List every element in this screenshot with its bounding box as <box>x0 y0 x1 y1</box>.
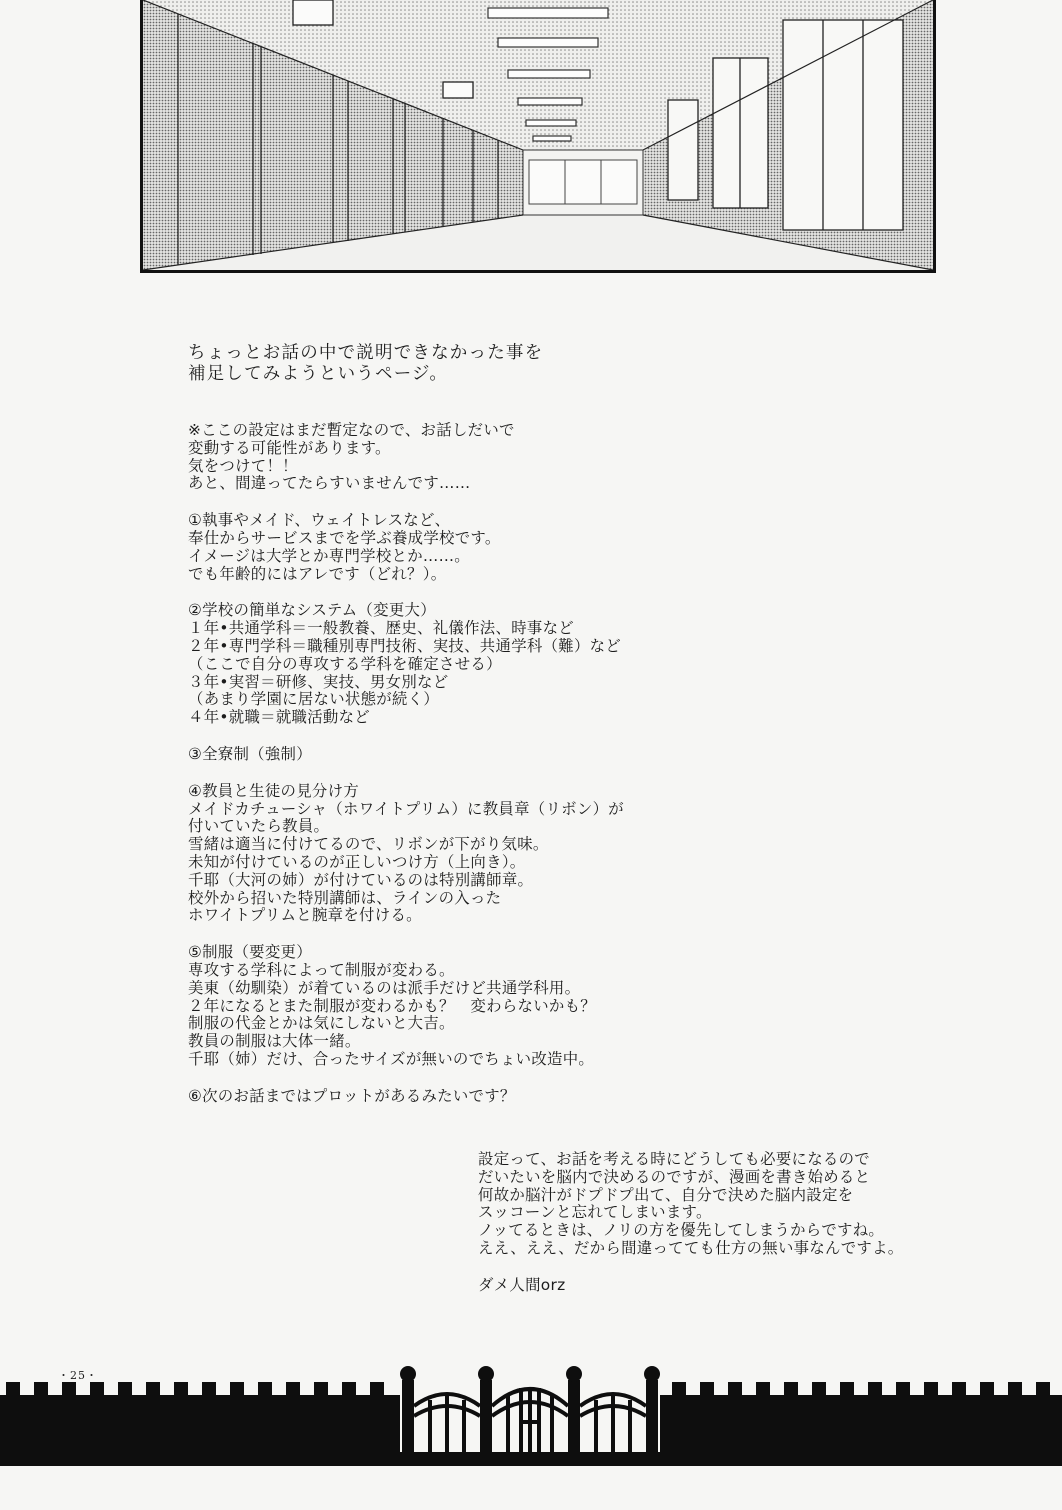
supplement-text <box>188 343 888 1125</box>
afterword-line: ノッてるときは、ノリの方を優先してしまうからですね。 <box>478 1221 885 1240</box>
section-heading: ⑤制服（要変更） <box>188 943 312 962</box>
disclaimer-note <box>188 422 888 493</box>
afterword-line: だいたいを脳内で決めるのですが、漫画を書き始めると <box>478 1167 871 1186</box>
school-corridor-illustration <box>140 0 936 273</box>
intro-paragraph <box>188 343 888 385</box>
section-dormitory <box>188 746 888 764</box>
section-line: 未知が付けているのが正しいつけ方（上向き）。 <box>188 852 526 871</box>
section-line: 制服の代金とかは気にしないと大吉。 <box>188 1014 455 1033</box>
afterword-line: 何故か脳汁がドプドプ出て、自分で決めた脳内設定を <box>478 1185 854 1204</box>
section-line: （あまり学園に居ない状態が続く） <box>188 690 440 709</box>
section-line: （ここで自分の専攻する学科を確定させる） <box>188 654 502 673</box>
section-line: 雪緒は適当に付けてるので、リボンが下がり気味。 <box>188 835 549 854</box>
section-heading: ④教員と生徒の見分け方 <box>188 781 360 800</box>
afterword-line: スッコーンと忘れてしまいます。 <box>478 1203 712 1222</box>
castle-gate-footer <box>0 1360 1062 1466</box>
section-line: 専攻する学科によって制服が変わる。 <box>188 960 455 979</box>
section-line: ２年になるとまた制服が変わるかも？ 変わらないかも？ <box>188 996 596 1015</box>
section-line: イメージは大学とか専門学校とか……。 <box>188 546 470 565</box>
section-heading: ②学校の簡単なシステム（変更大） <box>188 601 436 620</box>
section-line: 付いていたら教員。 <box>188 817 330 836</box>
section-line: 千耶（大河の姉）が付けているのは特別講師章。 <box>188 870 534 889</box>
afterword <box>478 1151 1038 1295</box>
note-line: 変動する可能性があります。 <box>188 438 391 457</box>
section-school-overview <box>188 512 888 583</box>
afterword-line: ええ、ええ、だから間違ってても仕方の無い事なんですよ。 <box>478 1238 904 1257</box>
intro-line: 補足してみようというページ。 <box>188 364 449 384</box>
section-heading: ①執事やメイド、ウェイトレスなど、 <box>188 511 451 530</box>
note-line: ※ここの設定はまだ暫定なので、お話しだいで <box>188 421 515 439</box>
corridor-drawing <box>143 0 933 270</box>
page-number: ・25・ <box>58 1369 98 1382</box>
section-line: ３年•実習＝研修、実技、男女別など <box>188 672 449 691</box>
section-heading: ⑥次のお話まではプロットがあるみたいです？ <box>188 1086 516 1105</box>
note-line: あと、間違ってたらすいませんです…… <box>188 474 471 493</box>
section-uniform <box>188 944 888 1069</box>
section-next-story <box>188 1088 888 1106</box>
section-line: 教員の制服は大体一緒。 <box>188 1032 361 1051</box>
author-signature: ダメ人間orz <box>478 1275 566 1294</box>
section-school-system <box>188 602 888 727</box>
section-line: でも年齢的にはアレです（どれ？）。 <box>188 564 447 583</box>
note-line: 気をつけて！！ <box>188 456 298 475</box>
section-line: 奉仕からサービスまでを学ぶ養成学校です。 <box>188 528 501 547</box>
section-line: メイドカチューシャ（ホワイトプリム）に教員章（リボン）が <box>188 799 624 818</box>
section-heading: ③全寮制（強制） <box>188 744 312 763</box>
section-line: ホワイトプリムと腕章を付ける。 <box>188 906 422 925</box>
afterword-line: 設定って、お話を考える時にどうしても必要になるので <box>478 1150 870 1168</box>
section-line: ４年•就職＝就職活動など <box>188 708 370 727</box>
section-line: 校外から招いた特別講師は、ラインの入った <box>188 888 502 907</box>
section-line: 美東（幼馴染）が着ているのは派手だけど共通学科用。 <box>188 978 581 997</box>
intro-line: ちょっとお話の中で説明できなかった事を <box>188 343 544 363</box>
section-line: ２年•専門学科＝職種別専門技術、実技、共通学科（難）など <box>188 636 622 655</box>
section-line: １年•共通学科＝一般教養、歴史、礼儀作法、時事など <box>188 619 574 638</box>
section-teacher-vs-student <box>188 783 888 925</box>
section-line: 千耶（姉）だけ、合ったサイズが無いのでちょい改造中。 <box>188 1049 595 1068</box>
